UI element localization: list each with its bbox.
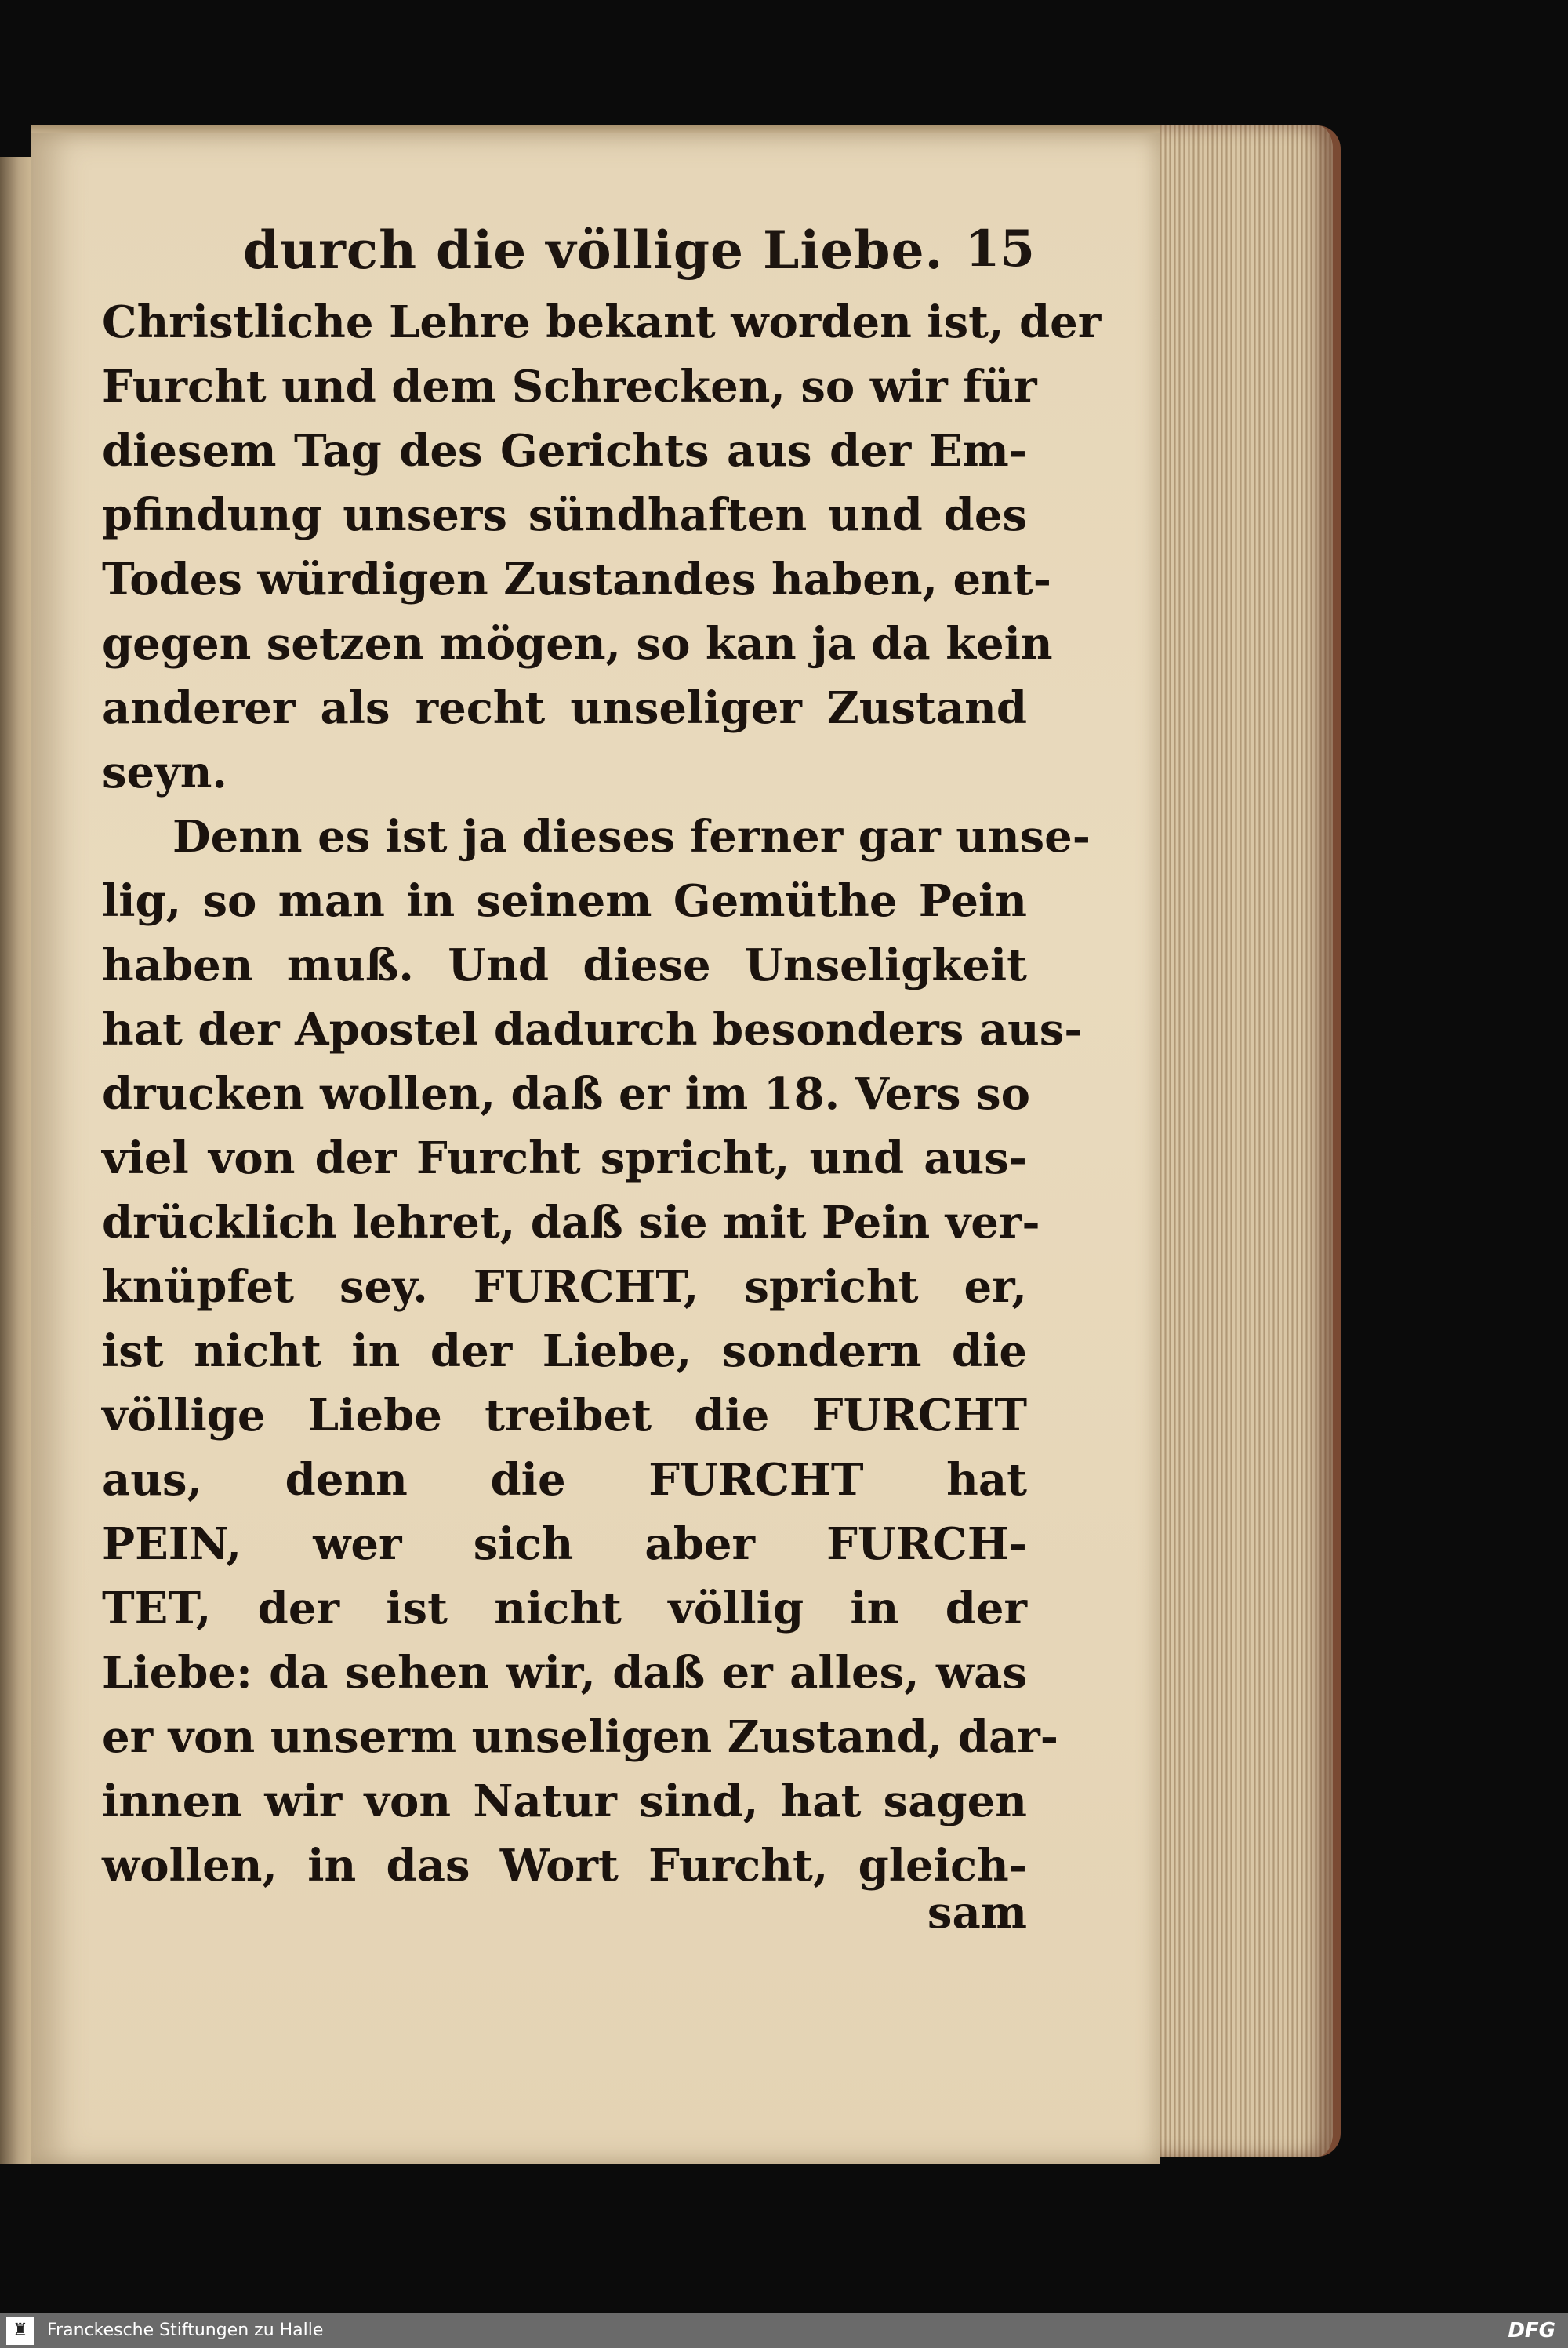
text-line: TET, der ist nicht völlig in der: [102, 1583, 1027, 1634]
text-line: wollen, in das Wort Furcht, gleich-: [102, 1840, 1027, 1892]
text-line: PEIN, wer sich aber FURCH-: [102, 1518, 1027, 1570]
text-line: innen wir von Natur sind, hat sagen: [102, 1776, 1027, 1827]
text-line: knüpfet sey. FURCHT, spricht er,: [102, 1261, 1027, 1313]
footer-bar: [0, 2313, 1568, 2348]
running-head: durch die völlige Liebe.: [243, 220, 944, 281]
text-line: lig, so man in seinem Gemüthe Pein: [102, 875, 1027, 927]
text-line: anderer als recht unseliger Zustand: [102, 682, 1027, 734]
text-line: er von unserm unseligen Zustand, dar-: [102, 1711, 1059, 1763]
text-line: drucken wollen, daß er im 18. Vers so: [102, 1068, 1030, 1120]
catchword: sam: [927, 1887, 1027, 1939]
text-line: Furcht und dem Schrecken, so wir für: [102, 361, 1037, 413]
text-line: pfindung unsers sündhaften und des: [102, 489, 1027, 541]
dfg-logo: DFG: [1508, 2319, 1555, 2343]
text-line: Todes würdigen Zustandes haben, ent-: [102, 554, 1051, 605]
text-line: drücklich lehret, daß sie mit Pein ver-: [102, 1197, 1040, 1249]
text-line: Christliche Lehre bekant worden ist, der: [102, 296, 1102, 348]
text-line: ist nicht in der Liebe, sondern die: [102, 1325, 1027, 1377]
institution-logo-icon: ♜: [6, 2317, 34, 2345]
institution-name: Franckesche Stiftungen zu Halle: [47, 2321, 324, 2340]
text-line: Liebe: da sehen wir, daß er alles, was: [102, 1647, 1027, 1699]
text-line: aus, denn die FURCHT hat: [102, 1454, 1027, 1506]
text-line: diesem Tag des Gerichts aus der Em-: [102, 425, 1027, 477]
text-line: völlige Liebe treibet die FURCHT: [102, 1390, 1027, 1441]
text-line: Denn es ist ja dieses ferner gar unse-: [172, 811, 1091, 863]
body-text: [102, 290, 1102, 1898]
left-page-edge: [0, 157, 31, 2164]
text-line: gegen setzen mögen, so kan ja da kein: [102, 618, 1053, 670]
text-line: seyn.: [102, 747, 227, 798]
page-header: [243, 220, 1035, 282]
text-line: viel von der Furcht spricht, und aus-: [102, 1132, 1027, 1184]
page-block-edges: [1152, 125, 1341, 2157]
page-number: 15: [964, 220, 1035, 278]
text-line: hat der Apostel dadurch besonders aus-: [102, 1004, 1083, 1056]
text-line: haben muß. Und diese Unseligkeit: [102, 940, 1027, 991]
